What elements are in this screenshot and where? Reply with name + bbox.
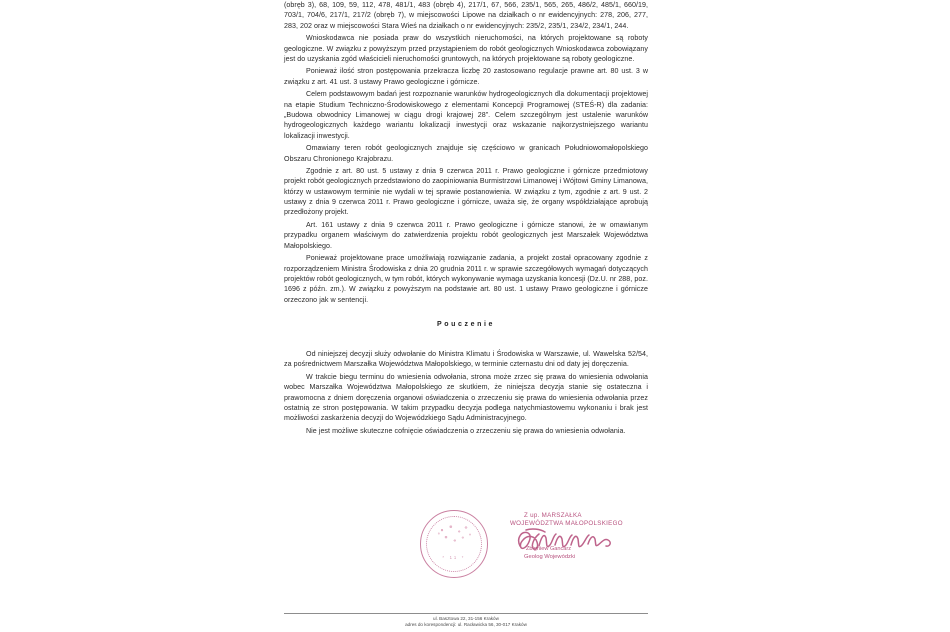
- document-body: [284, 0, 648, 632]
- signature-authority-line1: Z up. MARSZAŁKA: [524, 512, 582, 519]
- signature-authority-line2: WOJEWÓDZTWA MAŁOPOLSKIEGO: [510, 520, 623, 527]
- paragraph-cofniecie: Nie jest możliwe skuteczne cofnięcie oświadczenia o zrzeczeniu się prawa do wniesienia odwołania.: [306, 426, 626, 435]
- footer-address-line1: ul. Basztowa 22, 31-156 Kraków: [433, 616, 499, 621]
- pouczenie-heading: Pouczenie: [436, 320, 496, 328]
- paragraph-rozporzadzenie: Ponieważ projektowane prace umożliwiają rozwiązanie zadania, a projekt został opracowany zgodnie z rozporządzeniem Ministra Środowiska z dnia 20 grudnia 2011 r. w sprawie szczegółowych wymagań dotyczących projektów robót geologicznych, w tym robót, których wykonywanie wymaga uzyskania koncesji (Dz.U. nr 288, poz. 1696 z późn. zm.). W związku z powyższym na podstawie art. 80 ust. 1 ustawy Prawo geologiczne i górnicze orzeczono jak w sentencji.: [284, 254, 648, 304]
- paragraph-zrzeczenie: W trakcie biegu terminu do wniesienia odwołania, strona może zrzec się prawa do wniesienia odwołania wobec Marszałka Województwa Małopolskiego ze skutkiem, że niniejsza decyzja stanie się ostateczna i prawomocna z dniem doręczenia organowi oświadczenia o zrzeczeniu się prawa do wniesienia odwołania przez ostatnią ze stron postępowania. W takim przypadku decyzja podlega natychmiastowemu wykonaniu i brak jest możliwości zaskarżenia decyzji do Wojewódzkiego Sądu Administracyjnego.: [284, 372, 648, 423]
- paragraph-cel-badan: Celem podstawowym badań jest rozpoznanie warunków hydrogeologicznych dla dokumentacji projektowej na etapie Studium Techniczno-Środowiskowego z elementami Koncepcji Programowej (STEŚ-R) dla zadania: „Budowa obwodnicy Limanowej w ciągu drogi krajowej 28”. Celem szczególnym jest ustalenie warunków hydrogeologicznych każdego wariantu lokalizacji inwestycji oraz wskazanie najkorzystniejszego wariantu lokalizacji inwestycji.: [284, 90, 648, 140]
- footer-address-line2: adres do korespondencji: ul. Racławicka 56, 30-017 Kraków: [405, 622, 527, 628]
- footer-divider: [284, 613, 648, 614]
- paragraph-wnioskodawca: Wnioskodawca nie posiada praw do wszystkich nieruchomości, na których projektowane są roboty geologiczne. W związku z powyższym przed przystąpieniem do robót geologicznych Wnioskodawca zobowiązany jest do uzyskania zgód właścicieli nieruchomości gruntowych, na których projektowane są roboty geologiczne.: [284, 34, 648, 63]
- spacer: [284, 328, 648, 349]
- paragraph-art161: Art. 161 ustawy z dnia 9 czerwca 2011 r. Prawo geologiczne i górnicze stanowi, że w omawianym przypadku organem właściwym do zatwierdzenia projektu robót geologicznych jest Marszałek Województwa Małopolskiego.: [284, 221, 648, 250]
- signatory-name: Zbigniew Gancarz: [526, 546, 572, 552]
- paragraph-odwolanie: Od niniejszej decyzji służy odwołanie do Ministra Klimatu i Środowiska w Warszawie, ul. Wawelska 52/54, za pośrednictwem Marszałka Województwa Małopolskiego, w terminie czternastu dni od daty jej doręczenia.: [284, 349, 648, 369]
- paragraph-teren: Omawiany teren robót geologicznych znajduje się częściowo w granicach Południowomałopolskiego Obszaru Chronionego Krajobrazu.: [284, 144, 648, 163]
- paragraph-liczba-stron: Ponieważ ilość stron postępowania przekracza liczbę 20 zastosowano regulacje prawne art. 80 ust. 3 w związku z art. 41 ust. 3 ustawy Prawo geologiczne i górnicze.: [284, 67, 648, 86]
- paragraph-art80: Zgodnie z art. 80 ust. 5 ustawy z dnia 9 czerwca 2011 r. Prawo geologiczne i górnicze przedmiotowy projekt robót geologicznych przedstawiono do zaopiniowania Burmistrzowi Limanowej i Wójtowi Gminy Limanowa, którzy w ustawowym terminie nie wydali w tej sprawie postanowienia. W związku z tym, zgodnie z art. 9 ust. 2 ustawy z dnia 9 czerwca 2011 r. Prawo geologiczne i górnicze, uważa się, że organy współdziałające aprobują przedłożony projekt.: [284, 167, 648, 217]
- paragraph-parcels: (obręb 3), 68, 109, 59, 112, 478, 481/1, 483 (obręb 4), 217/1, 67, 566, 235/1, 565, 265, 486/2, 485/1, 660/19, 703/1, 704/6, 217/1, 217/2 (obręb 7), w miejscowości Lipowe na działkach o nr ewidencyjnych: 278, 206, 277, 283, 202 oraz w miejscowości Stara Wieś na działkach o nr ewidencyjnych: 235/2, 235/1, 234/2, 234/1, 244.: [284, 1, 648, 30]
- pouczenie-section: [284, 321, 648, 436]
- footer-address: [284, 616, 648, 629]
- signatory-role: Geolog Wojewódzki: [524, 554, 576, 560]
- seal-arc-text: * 11 *: [442, 555, 466, 560]
